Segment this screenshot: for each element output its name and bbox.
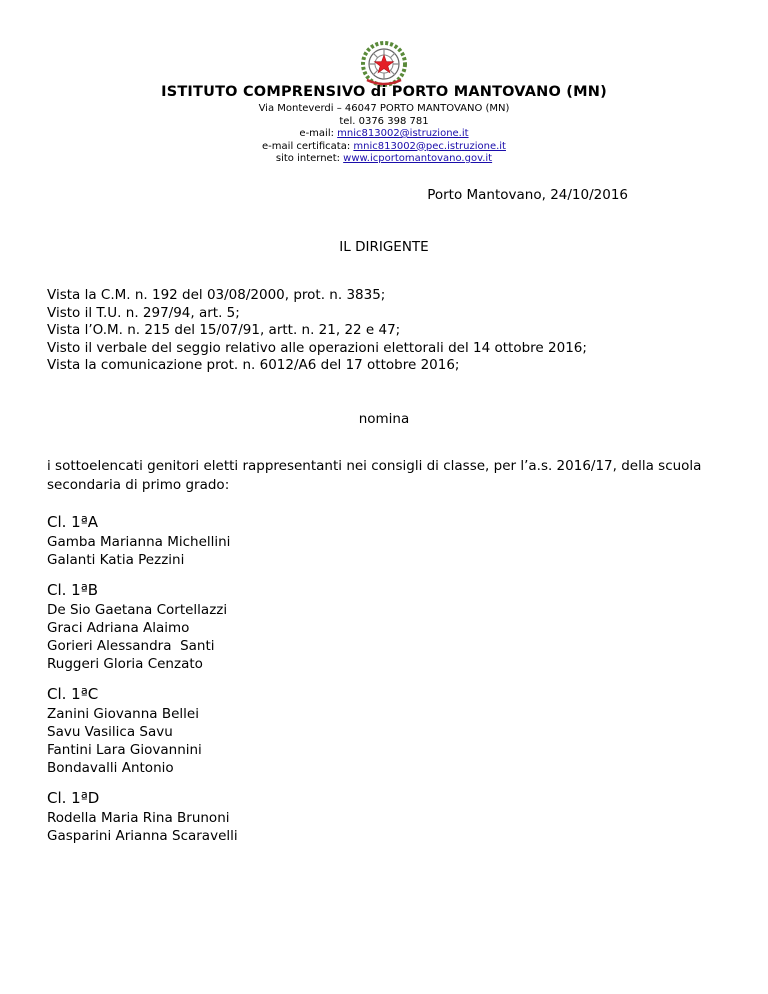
representative-name: Graci Adriana Alaimo xyxy=(47,620,190,636)
representative-name: Gasparini Arianna Scaravelli xyxy=(47,828,238,844)
class-1d xyxy=(47,788,238,845)
nomina-heading: nomina xyxy=(358,411,410,427)
reference-line: Vista la C.M. n. 192 del 03/08/2000, prot. n. 3835; xyxy=(47,287,386,303)
representative-name: Bondavalli Antonio xyxy=(47,760,174,776)
website-line xyxy=(0,153,768,166)
dirigente-heading: IL DIRIGENTE xyxy=(339,239,429,255)
class-title: Cl. 1ªC xyxy=(47,685,99,703)
school-contacts xyxy=(0,103,768,166)
class-1b xyxy=(47,580,238,673)
representative-name: Rodella Maria Rina Brunoni xyxy=(47,810,230,826)
representative-name: Gamba Marianna Michellini xyxy=(47,534,231,550)
pec-line xyxy=(0,141,768,154)
school-name: ISTITUTO COMPRENSIVO di PORTO MANTOVANO (MN) xyxy=(161,84,607,100)
italian-republic-emblem-icon xyxy=(359,40,409,88)
school-phone: tel. 0376 398 781 xyxy=(339,115,429,127)
website-link[interactable]: www.icportomantovano.gov.it xyxy=(343,153,493,164)
class-1a xyxy=(47,512,238,569)
legal-references xyxy=(47,287,587,375)
reference-line: Visto il T.U. n. 297/94, art. 5; xyxy=(47,304,240,321)
representative-name: De Sio Gaetana Cortellazzi xyxy=(47,602,228,618)
pec-link[interactable]: mnic813002@pec.istruzione.it xyxy=(353,140,506,152)
place-date: Porto Mantovano, 24/10/2016 xyxy=(427,187,628,203)
reference-line: Vista l’O.M. n. 215 del 15/07/91, artt. n. 21, 22 e 47; xyxy=(47,322,401,338)
reference-line: Vista la comunicazione prot. n. 6012/A6 del 17 ottobre 2016; xyxy=(47,357,460,373)
pec-label: e-mail certificata: xyxy=(262,140,354,152)
class-1c xyxy=(47,684,238,777)
representative-name: Zanini Giovanna Bellei xyxy=(47,706,199,722)
class-title: Cl. 1ªD xyxy=(47,789,100,807)
intro-paragraph: i sottoelencati genitori eletti rappresentanti nei consigli di classe, per l’a.s. 2016/17, della scuola secondaria di primo grado: xyxy=(47,458,702,493)
class-title: Cl. 1ªB xyxy=(47,581,99,599)
representative-name: Galanti Katia Pezzini xyxy=(47,552,185,568)
email-line xyxy=(0,128,768,141)
representative-name: Savu Vasilica Savu xyxy=(47,724,173,740)
school-address: Via Monteverdi – 46047 PORTO MANTOVANO (MN) xyxy=(258,103,510,114)
class-title: Cl. 1ªA xyxy=(47,513,99,531)
email-label: e-mail: xyxy=(299,128,338,139)
representative-name: Gorieri Alessandra Santi xyxy=(47,638,215,654)
email-link[interactable]: mnic813002@istruzione.it xyxy=(337,128,469,139)
class-representatives xyxy=(47,512,238,856)
representative-name: Fantini Lara Giovannini xyxy=(47,742,202,758)
website-label: sito internet: xyxy=(275,153,344,164)
representative-name: Ruggeri Gloria Cenzato xyxy=(47,656,203,672)
reference-line: Visto il verbale del seggio relativo alle operazioni elettorali del 14 ottobre 2016; xyxy=(47,339,587,356)
